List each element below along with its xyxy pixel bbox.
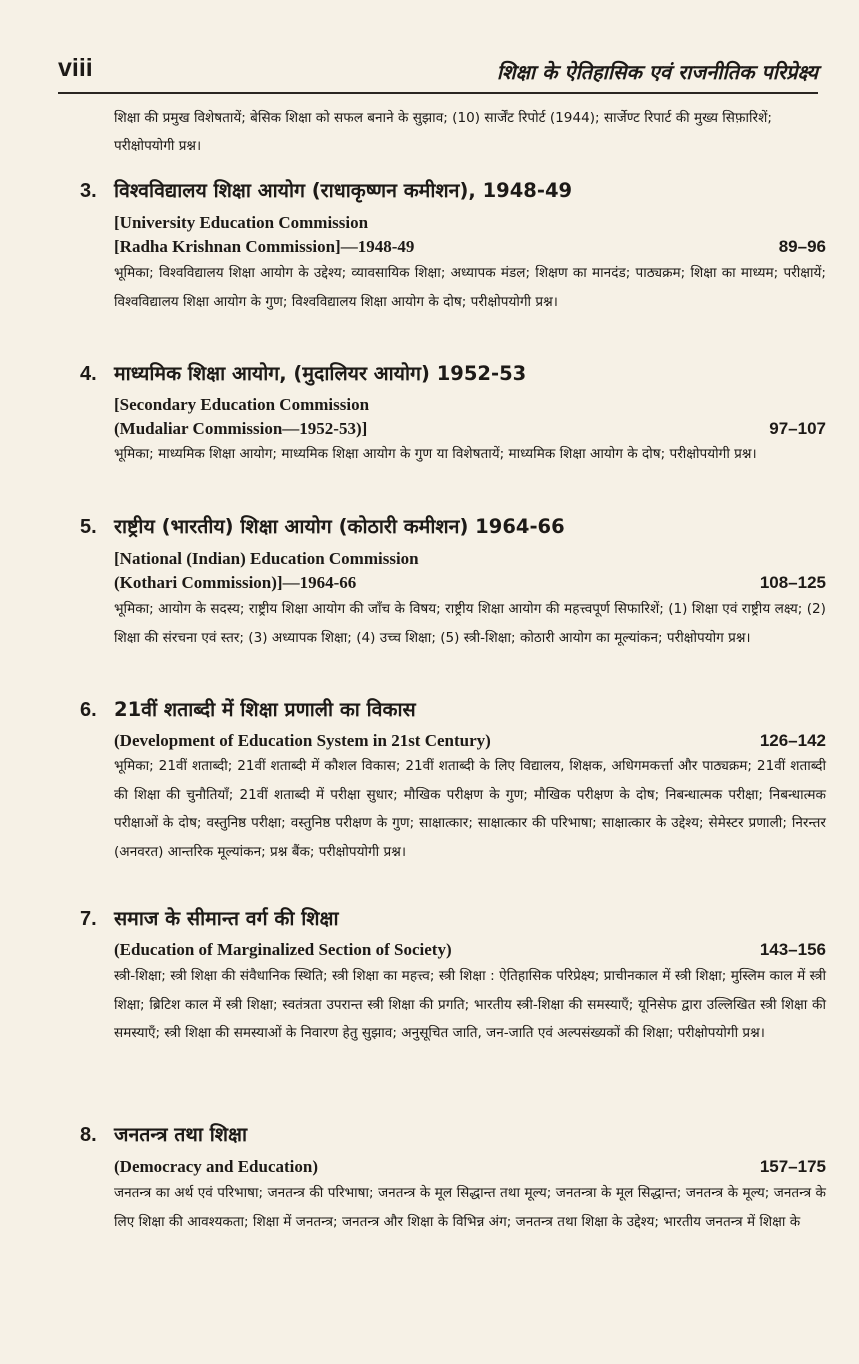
entry-number: 8. (80, 1124, 97, 1146)
entry-description: भूमिका; आयोग के सदस्य; राष्ट्रीय शिक्षा आयोग की जाँच के विषय; राष्ट्रीय शिक्षा आयोग की महत्त्वपूर्ण सिफारिशें; (1) शिक्षा एवं राष्ट्रीय लक्ष्य; (2) शिक्षा की संरचना एवं स्तर; (3) अध्यापक शिक्षा; (4) उच्च शिक्षा; (5) स्त्री-शिक्षा; कोठारी आयोग का मूल्यांकन; परीक्षोपयोग प्रश्न। (114, 601, 826, 646)
entry-title: 21वीं शताब्दी में शिक्षा प्रणाली का विकास (114, 698, 416, 721)
entry-number: 7. (80, 908, 97, 930)
entry-description: भूमिका; विश्वविद्यालय शिक्षा आयोग के उद्देश्य; व्यावसायिक शिक्षा; अध्यापक मंडल; शिक्षण का मानदंड; पाठ्यक्रम; शिक्षा का माध्यम; परीक्षायें; विश्वविद्यालय शिक्षा आयोग के गुण; विश्वविद्यालय शिक्षा आयोग के दोष; परीक्षोपयोगी प्रश्न। (114, 265, 826, 310)
entry-page-range: 157–175 (759, 1157, 826, 1176)
entry-description: जनतन्त्र का अर्थ एवं परिभाषा; जनतन्त्र की परिभाषा; जनतन्त्र के मूल सिद्धान्त तथा मूल्य; जनतन्त्रा के मूल सिद्धान्त; जनतन्त्र के मूल्य; जनतन्त्र के लिए शिक्षा की आवश्यकता; शिक्षा में जनतन्त्र; जनतन्त्र और शिक्षा के विभिन्न अंग; जनतन्त्र तथा शिक्षा के उद्देश्य; भारतीय जनतन्त्र में शिक्षा के (114, 1185, 826, 1230)
entry-description: स्त्री-शिक्षा; स्त्री शिक्षा की संवैधानिक स्थिति; स्त्री शिक्षा का महत्त्व; स्त्री शिक्षा : ऐतिहासिक परिप्रेक्ष्य; प्राचीनकाल में स्त्री शिक्षा; मुस्लिम काल में स्त्री शिक्षा; ब्रिटिश काल में स्त्री शिक्षा; स्वतंत्रता उपरान्त स्त्री शिक्षा की प्रगति; भारतीय स्त्री-शिक्षा की समस्याएँ; यूनिसेफ द्वारा उल्लिखित स्त्री शिक्षा की समस्याएँ; स्त्री शिक्षा की समस्याओं के निवारण हेतु सुझाव; अनुसूचित जाति, जन-जाति एवं अल्पसंख्यकों की शिक्षा; परीक्षोपयोगी प्रश्न। (114, 968, 826, 1041)
book-title: शिक्षा के ऐतिहासिक एवं राजनीतिक परिप्रेक्ष्य (496, 60, 818, 84)
entry-number: 4. (80, 363, 97, 385)
entry-english-title: [Secondary Education Commission (Mudaliar Commission—1952-53)] (114, 395, 370, 438)
entry-page-range: 97–107 (769, 419, 826, 438)
entry-title: विश्वविद्यालय शिक्षा आयोग (राधाकृष्णन कमीशन), 1948-49 (114, 179, 573, 202)
entry-number: 3. (80, 180, 97, 202)
page-number: viii (58, 54, 93, 82)
entry-page-range: 126–142 (759, 731, 826, 750)
entry-number: 6. (80, 699, 97, 721)
entry-title: राष्ट्रीय (भारतीय) शिक्षा आयोग (कोठारी कमीशन) 1964-66 (114, 515, 565, 538)
entry-page-range: 143–156 (759, 940, 826, 959)
continuation-text: शिक्षा की प्रमुख विशेषतायें; बेसिक शिक्षा को सफल बनाने के सुझाव; (10) सार्जेंट रिपोर्ट (1944); सार्जेण्ट रिपार्ट की मुख्य सिफ़ारिशें; परीक्षोपयोगी प्रश्न। (114, 110, 772, 154)
entry-page-range: 89–96 (778, 237, 826, 256)
page-header (58, 52, 818, 94)
entry-english-title: [National (Indian) Education Commission (Kothari Commission)]—1964-66 (114, 549, 419, 592)
entry-title: माध्यमिक शिक्षा आयोग, (मुदालियर आयोग) 1952-53 (114, 362, 527, 385)
entry-page-range: 108–125 (759, 573, 826, 592)
entry-english-title: (Development of Education System in 21st Century) (114, 731, 491, 750)
entry-description: भूमिका; माध्यमिक शिक्षा आयोग; माध्यमिक शिक्षा आयोग के गुण या विशेषतायें; माध्यमिक शिक्षा आयोग के दोष; परीक्षोपयोगी प्रश्न। (114, 446, 757, 462)
entry-description: भूमिका; 21वीं शताब्दी; 21वीं शताब्दी में कौशल विकास; 21वीं शताब्दी के लिए विद्यालय, शिक्षक, अधिगमकर्त्ता और पाठ्यक्रम; 21वीं शताब्दी की शिक्षा की चुनौतियाँ; 21वीं शताब्दी में परीक्षा सुधार; मौखिक परीक्षण के गुण; मौखिक परीक्षण के दोष; निबन्धात्मक परीक्षा; निबन्धात्मक परीक्षाओं के दोष; वस्तुनिष्ठ परीक्षा; वस्तुनिष्ठ परीक्षण के गुण; साक्षात्कार; साक्षात्कार की परिभाषा; साक्षात्कार के उद्देश्य; सेमेस्टर प्रणाली; निरन्तर (अनवरत) आन्तरिक मूल्यांकन; प्रश्न बैंक; परीक्षोपयोगी प्रश्न। (114, 758, 826, 860)
entry-english-title: [University Education Commission [Radha Krishnan Commission]—1948-49 (114, 213, 415, 256)
entry-number: 5. (80, 516, 97, 538)
entry-english-title: (Democracy and Education) (114, 1157, 318, 1176)
entry-title: जनतन्त्र तथा शिक्षा (114, 1123, 248, 1146)
entry-english-title: (Education of Marginalized Section of Society) (114, 940, 452, 959)
entry-title: समाज के सीमान्त वर्ग की शिक्षा (114, 907, 339, 930)
